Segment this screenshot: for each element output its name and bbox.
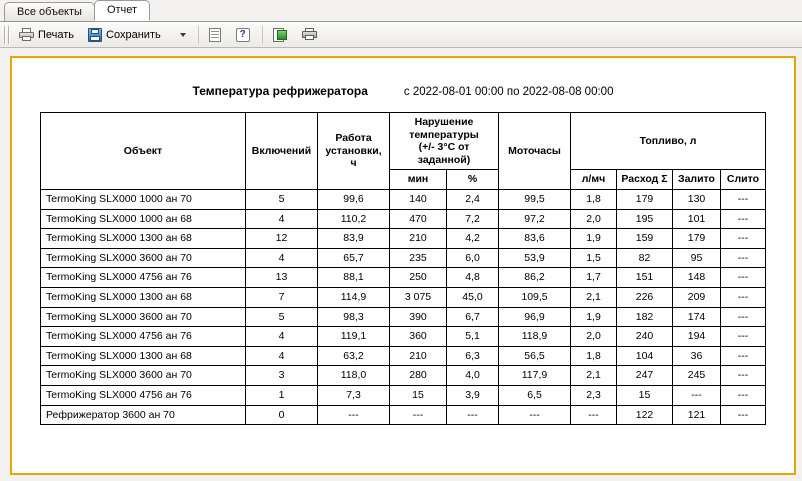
cell-object: TermoKing SLX000 4756 ан 76 bbox=[41, 268, 246, 288]
cell-hours: 118,9 bbox=[499, 327, 571, 347]
report-toolbar bbox=[0, 22, 802, 48]
cell-min: 360 bbox=[390, 327, 447, 347]
report-title: Температура рефрижератора bbox=[192, 84, 368, 98]
cell-work: 63,2 bbox=[318, 346, 390, 366]
cell-drained: --- bbox=[721, 209, 766, 229]
cell-work: 7,3 bbox=[318, 385, 390, 405]
cell-total: 247 bbox=[617, 366, 673, 386]
cell-total: 226 bbox=[617, 287, 673, 307]
cell-lh: 1,8 bbox=[571, 346, 617, 366]
cell-pct: 6,7 bbox=[447, 307, 499, 327]
cell-work: 83,9 bbox=[318, 229, 390, 249]
cell-object: TermoKing SLX000 3600 ан 70 bbox=[41, 366, 246, 386]
cell-object: TermoKing SLX000 1000 ан 68 bbox=[41, 209, 246, 229]
cell-filled: 121 bbox=[673, 405, 721, 425]
cell-drained: --- bbox=[721, 287, 766, 307]
cell-object: TermoKing SLX000 1300 ан 68 bbox=[41, 229, 246, 249]
cell-pct: 4,8 bbox=[447, 268, 499, 288]
col-engine-hours: Моточасы bbox=[499, 113, 571, 190]
cell-total: 159 bbox=[617, 229, 673, 249]
cell-hours: 97,2 bbox=[499, 209, 571, 229]
col-work: Работа установки, ч bbox=[318, 113, 390, 190]
cell-lh: --- bbox=[571, 405, 617, 425]
cell-pct: 6,3 bbox=[447, 346, 499, 366]
cell-min: --- bbox=[390, 405, 447, 425]
cell-filled: 194 bbox=[673, 327, 721, 347]
tab-report[interactable] bbox=[94, 0, 150, 21]
cell-work: 110,2 bbox=[318, 209, 390, 229]
col-violation-min: мин bbox=[390, 170, 447, 190]
save-dropdown-button[interactable] bbox=[169, 24, 192, 46]
cell-starts: 12 bbox=[246, 229, 318, 249]
cell-total: 82 bbox=[617, 248, 673, 268]
cell-min: 15 bbox=[390, 385, 447, 405]
excel-page-icon bbox=[273, 28, 288, 42]
col-starts: Включений bbox=[246, 113, 318, 190]
cell-hours: 117,9 bbox=[499, 366, 571, 386]
cell-work: 114,9 bbox=[318, 287, 390, 307]
toolbar-separator bbox=[198, 26, 199, 44]
printer-alt-icon bbox=[302, 28, 317, 41]
col-violation-pct: % bbox=[447, 170, 499, 190]
table-body bbox=[41, 189, 766, 424]
cell-starts: 5 bbox=[246, 189, 318, 209]
col-fuel-total: Расход Σ bbox=[617, 170, 673, 190]
cell-hours: 109,5 bbox=[499, 287, 571, 307]
table-row[interactable] bbox=[41, 385, 766, 405]
cell-lh: 2,0 bbox=[571, 209, 617, 229]
cell-object: TermoKing SLX000 4756 ан 76 bbox=[41, 385, 246, 405]
cell-pct: 5,1 bbox=[447, 327, 499, 347]
table-row[interactable] bbox=[41, 209, 766, 229]
cell-filled: 245 bbox=[673, 366, 721, 386]
cell-min: 390 bbox=[390, 307, 447, 327]
cell-hours: 86,2 bbox=[499, 268, 571, 288]
print-button-label: Печать bbox=[38, 28, 75, 41]
cell-min: 140 bbox=[390, 189, 447, 209]
toolbar-separator bbox=[262, 26, 263, 44]
table-header-row-1 bbox=[41, 113, 766, 170]
cell-work: 88,1 bbox=[318, 268, 390, 288]
cell-lh: 1,9 bbox=[571, 307, 617, 327]
table-row[interactable] bbox=[41, 346, 766, 366]
cell-pct: 45,0 bbox=[447, 287, 499, 307]
col-fuel-lh: л/мч bbox=[571, 170, 617, 190]
cell-object: TermoKing SLX000 1000 ан 70 bbox=[41, 189, 246, 209]
cell-object: TermoKing SLX000 1300 ан 68 bbox=[41, 287, 246, 307]
cell-starts: 5 bbox=[246, 307, 318, 327]
toolbar-grip[interactable] bbox=[3, 26, 10, 44]
tab-label: Отчет bbox=[106, 4, 138, 16]
cell-hours: 53,9 bbox=[499, 248, 571, 268]
cell-total: 240 bbox=[617, 327, 673, 347]
save-button[interactable] bbox=[82, 24, 167, 46]
col-fuel-drained: Слито bbox=[721, 170, 766, 190]
report-header bbox=[36, 84, 770, 98]
cell-filled: 209 bbox=[673, 287, 721, 307]
cell-drained: --- bbox=[721, 327, 766, 347]
cell-starts: 0 bbox=[246, 405, 318, 425]
cell-object: TermoKing SLX000 4756 ан 76 bbox=[41, 327, 246, 347]
cell-lh: 2,0 bbox=[571, 327, 617, 347]
cell-hours: 99,5 bbox=[499, 189, 571, 209]
col-fuel: Топливо, л bbox=[571, 113, 766, 170]
cell-work: --- bbox=[318, 405, 390, 425]
cell-drained: --- bbox=[721, 405, 766, 425]
cell-filled: 174 bbox=[673, 307, 721, 327]
floppy-disk-icon bbox=[88, 28, 102, 42]
export-excel-button[interactable] bbox=[267, 24, 294, 46]
cell-starts: 4 bbox=[246, 248, 318, 268]
cell-total: 104 bbox=[617, 346, 673, 366]
cell-drained: --- bbox=[721, 229, 766, 249]
cell-min: 280 bbox=[390, 366, 447, 386]
cell-drained: --- bbox=[721, 248, 766, 268]
tab-bar bbox=[0, 0, 802, 22]
cell-hours: --- bbox=[499, 405, 571, 425]
cell-lh: 1,5 bbox=[571, 248, 617, 268]
report-table bbox=[40, 112, 766, 425]
cell-drained: --- bbox=[721, 268, 766, 288]
cell-object: Рефрижератор 3600 ан 70 bbox=[41, 405, 246, 425]
cell-pct: 4,2 bbox=[447, 229, 499, 249]
cell-lh: 2,1 bbox=[571, 287, 617, 307]
cell-hours: 6,5 bbox=[499, 385, 571, 405]
col-violation-sub: (+/- 3°С от заданной) bbox=[417, 141, 471, 166]
cell-object: TermoKing SLX000 3600 ан 70 bbox=[41, 307, 246, 327]
cell-pct: 2,4 bbox=[447, 189, 499, 209]
document-icon bbox=[209, 28, 222, 42]
printer-icon bbox=[19, 28, 34, 41]
cell-filled: 95 bbox=[673, 248, 721, 268]
cell-starts: 3 bbox=[246, 366, 318, 386]
cell-min: 210 bbox=[390, 229, 447, 249]
cell-lh: 1,8 bbox=[571, 189, 617, 209]
cell-work: 99,6 bbox=[318, 189, 390, 209]
report-page bbox=[10, 56, 796, 475]
cell-work: 118,0 bbox=[318, 366, 390, 386]
tab-label: Все объекты bbox=[17, 6, 82, 18]
cell-pct: 7,2 bbox=[447, 209, 499, 229]
cell-pct: 6,0 bbox=[447, 248, 499, 268]
cell-filled: 130 bbox=[673, 189, 721, 209]
table-row[interactable] bbox=[41, 366, 766, 386]
cell-pct: --- bbox=[447, 405, 499, 425]
table-row[interactable] bbox=[41, 405, 766, 425]
col-violation-title: Нарушение температуры bbox=[409, 116, 479, 141]
chevron-down-icon bbox=[180, 33, 186, 37]
cell-total: 151 bbox=[617, 268, 673, 288]
cell-lh: 1,7 bbox=[571, 268, 617, 288]
cell-work: 98,3 bbox=[318, 307, 390, 327]
cell-hours: 83,6 bbox=[499, 229, 571, 249]
col-violation bbox=[390, 113, 499, 170]
cell-object: TermoKing SLX000 1300 ан 68 bbox=[41, 346, 246, 366]
cell-drained: --- bbox=[721, 307, 766, 327]
table-row[interactable] bbox=[41, 268, 766, 288]
report-period: с 2022-08-01 00:00 по 2022-08-08 00:00 bbox=[403, 86, 614, 98]
col-object: Объект bbox=[41, 113, 246, 190]
cell-starts: 1 bbox=[246, 385, 318, 405]
cell-drained: --- bbox=[721, 385, 766, 405]
page-setup-button[interactable] bbox=[203, 24, 228, 46]
cell-filled: --- bbox=[673, 385, 721, 405]
table-row[interactable] bbox=[41, 327, 766, 347]
cell-starts: 4 bbox=[246, 209, 318, 229]
cell-drained: --- bbox=[721, 189, 766, 209]
cell-min: 470 bbox=[390, 209, 447, 229]
print-button[interactable] bbox=[13, 24, 80, 46]
cell-lh: 1,9 bbox=[571, 229, 617, 249]
cell-object: TermoKing SLX000 3600 ан 70 bbox=[41, 248, 246, 268]
cell-filled: 101 bbox=[673, 209, 721, 229]
table-row[interactable] bbox=[41, 189, 766, 209]
cell-pct: 4,0 bbox=[447, 366, 499, 386]
table-row[interactable] bbox=[41, 229, 766, 249]
cell-work: 65,7 bbox=[318, 248, 390, 268]
cell-total: 182 bbox=[617, 307, 673, 327]
cell-drained: --- bbox=[721, 346, 766, 366]
cell-total: 195 bbox=[617, 209, 673, 229]
cell-starts: 4 bbox=[246, 346, 318, 366]
help-button[interactable] bbox=[230, 24, 256, 46]
cell-filled: 36 bbox=[673, 346, 721, 366]
table-row[interactable] bbox=[41, 307, 766, 327]
cell-min: 3 075 bbox=[390, 287, 447, 307]
col-fuel-filled: Залито bbox=[673, 170, 721, 190]
table-row[interactable] bbox=[41, 248, 766, 268]
cell-min: 210 bbox=[390, 346, 447, 366]
cell-drained: --- bbox=[721, 366, 766, 386]
help-icon: ? bbox=[236, 28, 250, 42]
table-row[interactable] bbox=[41, 287, 766, 307]
cell-starts: 7 bbox=[246, 287, 318, 307]
cell-min: 250 bbox=[390, 268, 447, 288]
cell-total: 122 bbox=[617, 405, 673, 425]
cell-work: 119,1 bbox=[318, 327, 390, 347]
report-canvas bbox=[0, 48, 802, 481]
cell-filled: 179 bbox=[673, 229, 721, 249]
cell-filled: 148 bbox=[673, 268, 721, 288]
cell-total: 15 bbox=[617, 385, 673, 405]
cell-starts: 4 bbox=[246, 327, 318, 347]
cell-total: 179 bbox=[617, 189, 673, 209]
cell-lh: 2,1 bbox=[571, 366, 617, 386]
cell-pct: 3,9 bbox=[447, 385, 499, 405]
cell-hours: 96,9 bbox=[499, 307, 571, 327]
cell-starts: 13 bbox=[246, 268, 318, 288]
print-preview-button[interactable] bbox=[296, 24, 323, 46]
cell-lh: 2,3 bbox=[571, 385, 617, 405]
tab-all-objects[interactable] bbox=[4, 2, 95, 21]
cell-hours: 56,5 bbox=[499, 346, 571, 366]
save-button-label: Сохранить bbox=[106, 28, 161, 41]
cell-min: 235 bbox=[390, 248, 447, 268]
